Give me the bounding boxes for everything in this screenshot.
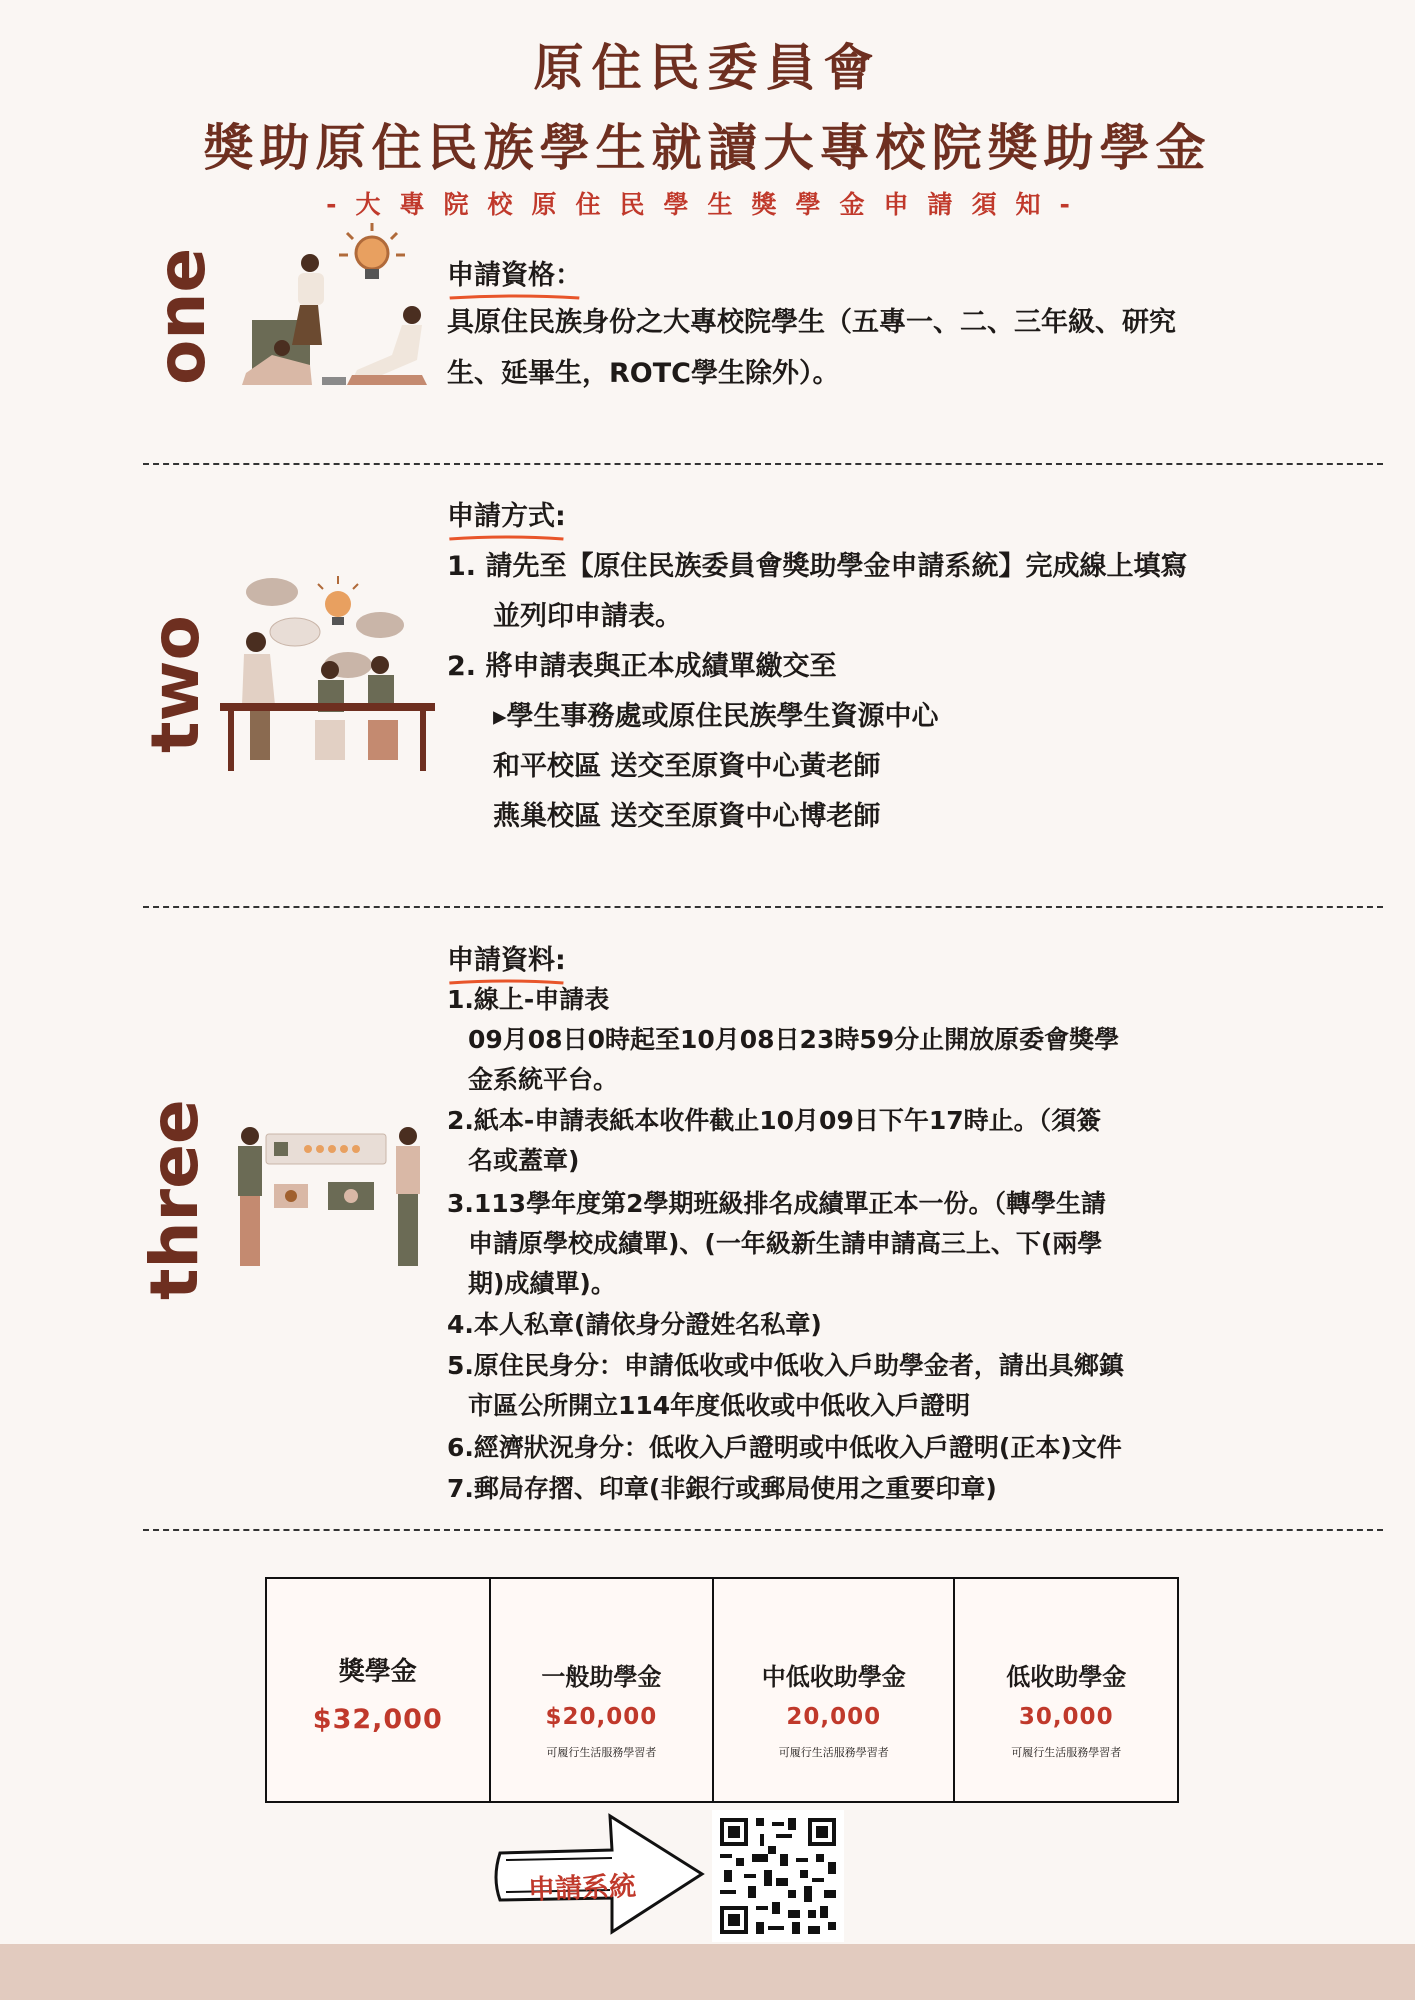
section-three-line: 4.本人私章(請依身分證姓名私章) xyxy=(447,1310,822,1339)
cell-amount: 20,000 xyxy=(786,1704,882,1730)
cell-title: 低收助學金 xyxy=(1006,1663,1127,1691)
star-icon xyxy=(285,1190,297,1202)
feedback-illustration xyxy=(228,1122,433,1272)
section-three-line: 1.線上-申請表 xyxy=(447,985,610,1014)
divider xyxy=(143,1529,1383,1531)
section-three-line: 7.郵局存摺、印章(非銀行或郵局使用之重要印章) xyxy=(447,1474,997,1503)
section-one-line: 具原住民族身份之大專校院學生（五專一、二、三年級、研究 xyxy=(447,307,1176,338)
section-three-line: 6.經濟狀況身分：低收入戶證明或中低收入戶證明(正本)文件 xyxy=(447,1433,1122,1462)
section-two-line: ▸學生事務處或原住民族學生資源中心 xyxy=(493,701,939,732)
section-label-two: two xyxy=(137,615,214,753)
cell-note: 可履行生活服務學習者 xyxy=(778,1746,889,1759)
section-two-line: 並列印申請表。 xyxy=(493,601,682,632)
section-three-line: 5.原住民身分：申請低收或中低收入戶助學金者，請出具鄉鎮 xyxy=(447,1351,1124,1380)
brainstorm-illustration xyxy=(232,215,432,390)
section-two-line: 燕巢校區 送交至原資中心博老師 xyxy=(493,801,881,832)
page-subtitle-main: 獎助原住民族學生就讀大專校院獎助學金 xyxy=(203,119,1212,177)
table-cell xyxy=(714,1579,955,1801)
qr-code[interactable] xyxy=(712,1810,844,1942)
section-two-heading: 申請方式: xyxy=(447,494,566,533)
section-one-heading: 申請資格： xyxy=(447,253,582,292)
section-one-line: 生、延畢生，ROTC學生除外）。 xyxy=(447,358,840,389)
table-cell xyxy=(491,1579,715,1801)
cell-title: 中低收助學金 xyxy=(761,1663,906,1691)
cell-title: 獎學金 xyxy=(338,1657,417,1687)
heart-icon xyxy=(344,1189,358,1203)
divider xyxy=(143,463,1383,465)
section-three-line: 3.113學年度第2學期班級排名成績單正本一份。（轉學生請 xyxy=(447,1189,1106,1218)
page-title: 原住民委員會 xyxy=(533,39,882,97)
section-three-line: 09月08日0時起至10月08日23時59分止開放原委會獎學 xyxy=(468,1025,1120,1054)
scholarship-amount-table xyxy=(265,1577,1179,1803)
thumbs-up-icon xyxy=(274,1142,288,1156)
section-two-line: 2. 將申請表與正本成績單繳交至 xyxy=(447,651,837,682)
cell-title: 一般助學金 xyxy=(541,1663,662,1691)
cell-note: 可履行生活服務學習者 xyxy=(1011,1746,1122,1759)
cell-amount: 30,000 xyxy=(1018,1704,1114,1730)
page-tagline: -大專院校原住民學生獎學金申請須知- xyxy=(326,190,1089,219)
section-three-line: 市區公所開立114年度低收或中低收入戶證明 xyxy=(468,1391,971,1420)
footer-bar xyxy=(0,1944,1415,2000)
application-system-link[interactable]: 申請系統 xyxy=(527,1871,637,1906)
lightbulb-icon xyxy=(318,576,358,625)
section-three-line: 2.紙本-申請表紙本收件截止10月09日下午17時止。（須簽 xyxy=(447,1106,1102,1135)
lightbulb-icon xyxy=(339,223,405,279)
section-three-line: 申請原學校成績單)、(一年級新生請申請高三上、下(兩學 xyxy=(468,1229,1103,1258)
section-three-line: 期)成績單)。 xyxy=(468,1269,616,1298)
cell-amount: $32,000 xyxy=(312,1704,443,1735)
table-cell xyxy=(267,1579,491,1801)
section-label-three: three xyxy=(136,1099,213,1300)
divider xyxy=(143,906,1383,908)
section-three-line: 金系統平台。 xyxy=(468,1065,619,1094)
table-cell xyxy=(955,1579,1177,1801)
cell-amount: $20,000 xyxy=(545,1704,658,1730)
section-three-heading: 申請資料: xyxy=(447,938,566,977)
section-label-one: one xyxy=(143,247,220,385)
section-three-line: 名或蓋章) xyxy=(468,1146,580,1175)
meeting-illustration xyxy=(220,570,435,775)
section-two-line: 和平校區 送交至原資中心黃老師 xyxy=(493,751,881,782)
cell-note: 可履行生活服務學習者 xyxy=(546,1746,657,1759)
section-two-line: 1. 請先至【原住民族委員會獎助學金申請系統】完成線上填寫 xyxy=(447,551,1188,582)
